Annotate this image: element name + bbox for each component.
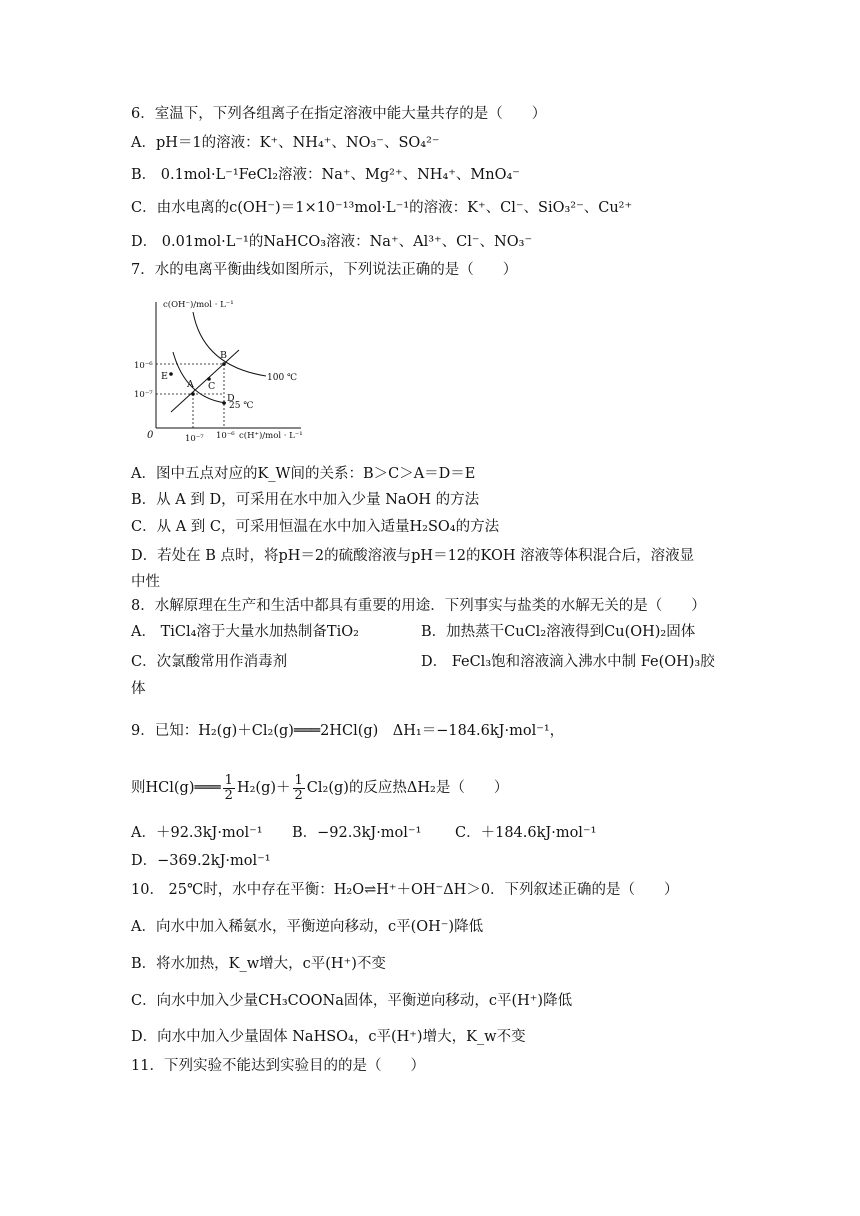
q10-option-d: D．向水中加入少量固体 NaHSO₄，c平(H⁺)增大，K_w不变 bbox=[131, 1029, 526, 1045]
q11-stem: 11．下列实验不能达到实验目的的是（ ） bbox=[131, 1058, 425, 1074]
q9-option-d: D．−369.2kJ·mol⁻¹ bbox=[131, 853, 271, 869]
fraction-half-1 bbox=[223, 774, 235, 803]
q9-option-a: A．＋92.3kJ·mol⁻¹ bbox=[131, 825, 263, 841]
q8-option-b: B．加热蒸干CuCl₂溶液得到Cu(OH)₂固体 bbox=[421, 624, 696, 640]
curve-25c-label: 25 ℃ bbox=[229, 401, 254, 411]
q7-option-d-cont: 中性 bbox=[131, 574, 160, 590]
q9-stem: 9．已知：H₂(g)＋Cl₂(g)═══2HCl(g) ΔH₁＝−184.6kJ·mol⁻¹， bbox=[131, 723, 565, 739]
water-ionization-figure bbox=[131, 290, 316, 445]
q6-option-b: B． 0.1mol·L⁻¹FeCl₂溶液：Na⁺、Mg²⁺、NH₄⁺、MnO₄⁻ bbox=[131, 167, 520, 183]
curve-100c-label: 100 ℃ bbox=[267, 373, 298, 383]
point-b bbox=[222, 362, 226, 366]
q6-option-d: D． 0.01mol·L⁻¹的NaHCO₃溶液：Na⁺、Al³⁺、Cl⁻、NO₃⁻ bbox=[131, 234, 533, 250]
point-e-label: E bbox=[161, 371, 168, 382]
q7-option-a: A．图中五点对应的K_W间的关系：B＞C＞A＝D＝E bbox=[131, 466, 476, 482]
point-c-label: C bbox=[208, 381, 216, 392]
q9-cl2: Cl₂(g)的反应热ΔH₂是（ ） bbox=[306, 780, 509, 796]
q10-option-a: A．向水中加入稀氨水，平衡逆向移动，c平(OH⁻)降低 bbox=[131, 919, 484, 935]
q7-option-b: B．从 A 到 D，可采用在水中加入少量 NaOH 的方法 bbox=[131, 492, 480, 508]
q9-option-b: B．−92.3kJ·mol⁻¹ bbox=[292, 825, 422, 841]
fraction-den: 2 bbox=[224, 787, 233, 803]
q9-h2: H₂(g)＋ bbox=[236, 780, 291, 796]
q6-stem: 6．室温下，下列各组离子在指定溶液中能大量共存的是（ ） bbox=[131, 106, 547, 122]
curve-100c bbox=[193, 312, 266, 376]
origin-label: 0 bbox=[147, 430, 154, 441]
q8-option-a: A． TiCl₄溶于大量水加热制备TiO₂ bbox=[131, 624, 359, 640]
q6-option-a: A．pH＝1的溶液：K⁺、NH₄⁺、NO₃⁻、SO₄²⁻ bbox=[131, 135, 440, 151]
q6-option-c: C．由水电离的c(OH⁻)＝1×10⁻¹³mol·L⁻¹的溶液：K⁺、Cl⁻、SiO₃²⁻、Cu²⁺ bbox=[131, 200, 633, 216]
point-e bbox=[169, 372, 173, 376]
q7-option-c: C．从 A 到 C，可采用恒温在水中加入适量H₂SO₄的方法 bbox=[131, 519, 500, 535]
q10-option-c: C．向水中加入少量CH₃COONa固体，平衡逆向移动，c平(H⁺)降低 bbox=[131, 993, 573, 1009]
q10-stem: 10． 25℃时，水中存在平衡：H₂O⇌H⁺＋OH⁻ΔH＞0．下列叙述正确的是（ ） bbox=[131, 882, 679, 898]
point-b-label: B bbox=[220, 350, 227, 361]
y-tick-1e-6: 10⁻⁶ bbox=[134, 361, 153, 371]
fraction-den: 2 bbox=[294, 787, 303, 803]
point-a-label: A bbox=[187, 379, 194, 390]
q9-option-c: C．＋184.6kJ·mol⁻¹ bbox=[455, 825, 597, 841]
q8-option-c: C．次氯酸常用作消毒剂 bbox=[131, 654, 288, 670]
fraction-half-2 bbox=[293, 774, 305, 803]
q9-line2 bbox=[131, 768, 508, 808]
q8-option-d: D． FeCl₃饱和溶液滴入沸水中制 Fe(OH)₃胶 bbox=[421, 654, 715, 670]
x-tick-1e-6: 10⁻⁶ bbox=[216, 431, 235, 441]
q8-option-d-cont: 体 bbox=[131, 681, 146, 697]
fraction-num: 1 bbox=[224, 772, 233, 788]
fraction-num: 1 bbox=[294, 772, 303, 788]
x-axis-label: c(H⁺)/mol · L⁻¹ bbox=[239, 431, 303, 441]
curve-25c bbox=[173, 352, 226, 403]
y-tick-1e-7: 10⁻⁷ bbox=[134, 390, 153, 400]
point-d bbox=[222, 401, 226, 405]
q9-line2-pre: 则HCl(g)═══ bbox=[131, 780, 221, 796]
q7-stem: 7．水的电离平衡曲线如图所示，下列说法正确的是（ ） bbox=[131, 262, 518, 278]
x-tick-1e-7: 10⁻⁷ bbox=[185, 434, 204, 444]
q7-option-d: D．若处在 B 点时，将pH＝2的硫酸溶液与pH＝12的KOH 溶液等体积混合后，溶液显 bbox=[131, 548, 695, 564]
point-a bbox=[191, 392, 195, 396]
q8-stem: 8．水解原理在生产和生活中都具有重要的用途．下列事实与盐类的水解无关的是（ ） bbox=[131, 598, 706, 614]
point-d-label: D bbox=[227, 393, 235, 404]
q10-option-b: B．将水加热，K_w增大，c平(H⁺)不变 bbox=[131, 956, 386, 972]
y-axis-label: c(OH⁻)/mol · L⁻¹ bbox=[163, 300, 234, 310]
